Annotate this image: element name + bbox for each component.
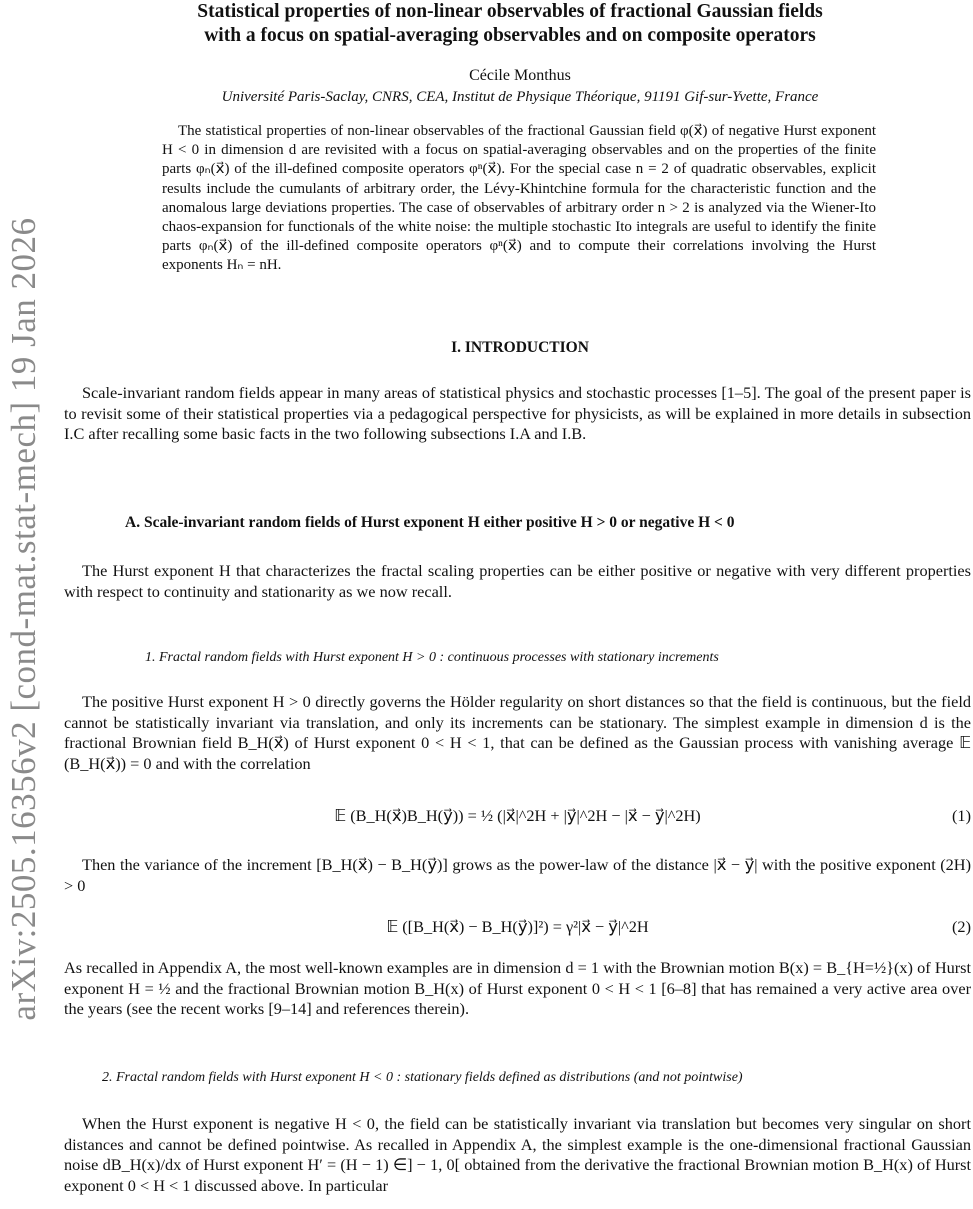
abstract — [162, 122, 876, 276]
paragraph-2-text: Then the variance of the increment [B_H(x⃗) − B_H(y⃗)] grows as the power-law of the distance |x⃗ − y⃗| with the positive exponent (2H) > 0 — [64, 855, 971, 895]
equation-1-number: (1) — [952, 806, 971, 825]
intro-paragraph — [64, 383, 971, 445]
equation-1 — [64, 806, 971, 826]
subsection-heading-a: A. Scale-invariant random fields of Hurst exponent H either positive H > 0 or negative H < 0 — [125, 514, 735, 531]
equation-2-body: 𝔼 ([B_H(x⃗) − B_H(y⃗)]²) = γ²|x⃗ − y⃗|^2H — [386, 917, 649, 936]
paragraph-a-text: The Hurst exponent H that characterizes the fractal scaling properties can be either positive or negative with very different properties with respect to continuity and stationarity as we now recall. — [64, 561, 971, 601]
paragraph-1 — [64, 692, 971, 774]
title-line-2: with a focus on spatial-averaging observables and on composite operators — [204, 25, 816, 46]
paragraph-4 — [64, 1114, 971, 1196]
paragraph-4-text: When the Hurst exponent is negative H < 0, the field can be statistically invariant via translation but becomes very singular on short distances and cannot be defined pointwise. As recalled in Appendix A, the simplest example is the one-dimensional fractional Gaussian noise dB_H(x)/dx of Hurst exponent H′ = (H − 1) ∈] − 1, 0[ obtained from the derivative the fractional Brownian motion B_H(x) of Hurst exponent 0 < H < 1 discussed above. In particular — [64, 1114, 971, 1195]
paragraph-3 — [64, 958, 971, 1020]
paragraph-1-text: The positive Hurst exponent H > 0 directly governs the Hölder regularity on short distances so that the field is continuous, but the field cannot be statistically invariant via translation, and only its increments can be stationary. The simplest example in dimension d is the fractional Brownian field B_H(x⃗) of Hurst exponent 0 < H < 1, that can be defined as the Gaussian process with vanishing average 𝔼 (B_H(x⃗)) = 0 and with the correlation — [64, 692, 971, 773]
equation-2-number: (2) — [952, 917, 971, 936]
author-name: Cécile Monthus — [469, 67, 571, 84]
subsubsection-heading-2: 2. Fractal random fields with Hurst exponent H < 0 : stationary fields defined as distributions (and not pointwise) — [102, 1070, 743, 1085]
equation-1-body: 𝔼 (B_H(x⃗)B_H(y⃗)) = ½ (|x⃗|^2H + |y⃗|^2H − |x⃗ − y⃗|^2H) — [334, 806, 701, 825]
paragraph-3-text: As recalled in Appendix A, the most well-known examples are in dimension d = 1 with the Brownian motion B(x) = B_{H=½}(x) of Hurst exponent H = ½ and the fractional Brownian motion B_H(x) of Hurst exponent 0 < H < 1 [6–8] that has remained a very active area over the years (see the recent works [9–14] and references therein). — [64, 958, 971, 1019]
author-affiliation: Université Paris-Saclay, CNRS, CEA, Institut de Physique Théorique, 91191 Gif-sur-Yvette, France — [221, 89, 819, 105]
paragraph-a — [64, 561, 971, 602]
subsubsection-heading-1: 1. Fractal random fields with Hurst exponent H > 0 : continuous processes with stationary increments — [145, 650, 719, 665]
abstract-text: The statistical properties of non-linear observables of the fractional Gaussian field φ(x⃗) of negative Hurst exponent H < 0 in dimension d are revisited with a focus on spatial-averaging observables and on the properties of the finite parts φₙ(x⃗) of the ill-defined composite operators φⁿ(x⃗). For the special case n = 2 of quadratic observables, explicit results include the cumulants of arbitrary order, the Lévy-Khintchine formula for the characteristic function and the anomalous large deviations properties. The case of observables of arbitrary order n > 2 is analyzed via the Wiener-Ito chaos-expansion for functionals of the white noise: the multiple stochastic Ito integrals are useful to identify the finite parts φₙ(x⃗) of the ill-defined composite operators φⁿ(x⃗) and to compute their correlations involving the Hurst exponents Hₙ = nH. — [162, 123, 876, 274]
intro-text: Scale-invariant random fields appear in many areas of statistical physics and stochastic processes [1–5]. The goal of the present paper is to revisit some of their statistical properties via a pedagogical perspective for physicists, as will be explained in more details in subsection I.C after recalling some basic facts in the two following subsections I.A and I.B. — [64, 383, 971, 444]
title-line-1: Statistical properties of non-linear observables of fractional Gaussian fields — [197, 1, 823, 22]
section-heading-introduction: I. INTRODUCTION — [451, 339, 589, 356]
paper-title — [60, 0, 960, 48]
arxiv-identifier: arXiv:2505.16356v2 [cond-mat.stat-mech] 19 Jan 2026 — [4, 217, 43, 1021]
equation-2 — [64, 917, 971, 937]
paragraph-2 — [64, 855, 971, 896]
